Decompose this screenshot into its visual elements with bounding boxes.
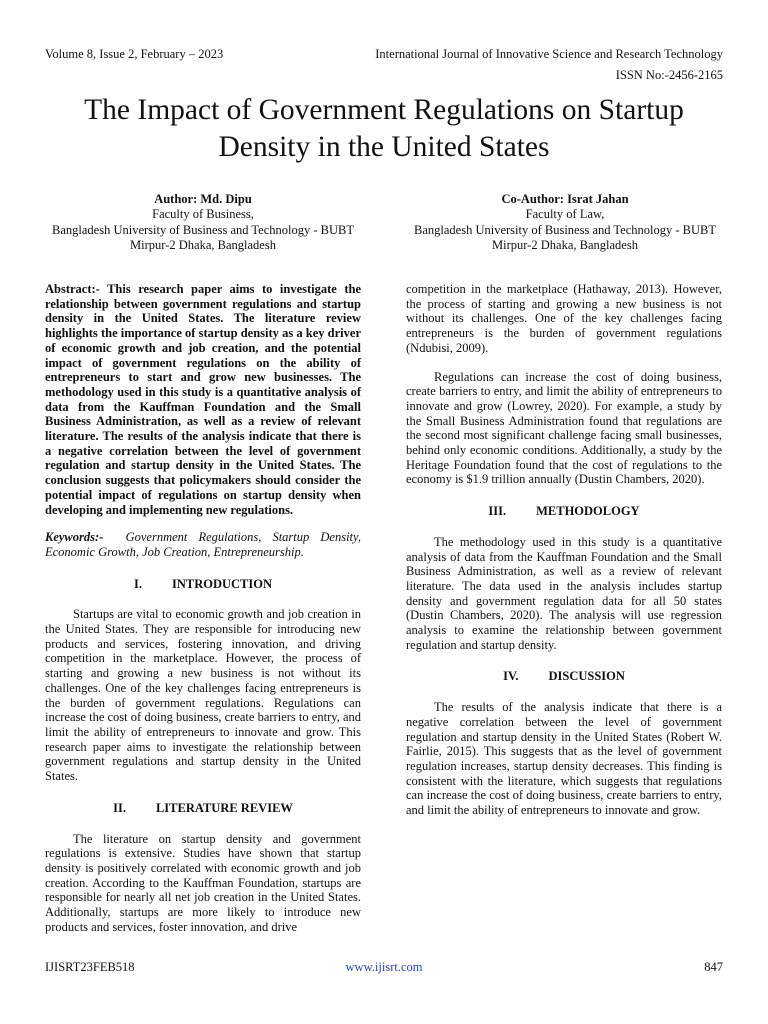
keywords-text: Government Regulations, Startup Density, Economic Growth, Job Creation, Entrepreneurship. xyxy=(45,530,362,559)
section-title: LITERATURE REVIEW xyxy=(155,800,293,815)
author-address: Mirpur-2 Dhaka, Bangladesh xyxy=(130,237,276,252)
coauthor-name: Co-Author: Israt Jahan xyxy=(501,192,629,206)
author-university: Bangladesh University of Business and Technology - BUBT xyxy=(52,222,354,237)
section-title: INTRODUCTION xyxy=(171,576,272,591)
paper-title: The Impact of Government Regulations on Startup Density in the United States xyxy=(84,94,684,163)
section-heading-introduction xyxy=(45,577,361,592)
author-name: Author: Md. Dipu xyxy=(154,192,252,206)
coauthor-university: Bangladesh University of Business and Technology - BUBT xyxy=(414,222,716,237)
footer-website-link[interactable]: www.ijisrt.com xyxy=(345,960,423,974)
section-number: IV. xyxy=(503,669,519,684)
author-block xyxy=(38,192,368,253)
header-journal: International Journal of Innovative Science and Research Technology xyxy=(375,47,723,61)
literature-paragraph-1: The literature on startup density and government regulations is extensive. Studies have shown that startup density is positively correlated with economic growth and job creation. According to the Kauffman Foundation, startups are responsible for nearly all net job creation in the United States. Additionally, startups are more likely to introduce new products and services, foster innovation, and drive xyxy=(45,831,361,934)
abstract: Abstract:- This research paper aims to investigate the relationship between government regulations and startup density in the United States. The literature review highlights the importance of startup density as a key driver of economic growth and job creation, and the potential impact of government regulations on the ability of entrepreneurs to start and grow new businesses. The methodology used in this study is a quantitative analysis of data from the Kauffman Foundation and the Small Business Administration, as well as a review of relevant literature. The results of the analysis indicate that there is a negative correlation between the level of government regulation and startup density in the United States. The conclusion suggests that policymakers should consider the potential impact of regulations on startup density when developing and implementing new regulations. xyxy=(45,282,361,517)
section-heading-discussion xyxy=(406,669,722,684)
literature-paragraph-2: Regulations can increase the cost of doing business, create barriers to entry, and limit the ability of entrepreneurs to innovate and grow (Lowrey, 2020). For example, a study by the Small Business Administration found that regulations are the second most significant challenge facing small businesses, behind only economic conditions. Additionally, a study by the Heritage Foundation found that the cost of regulations to the economy is $1.9 trillion annually (Dustin Chambers, 2020). xyxy=(406,369,722,487)
methodology-paragraph: The methodology used in this study is a quantitative analysis of data from the Kauffman Foundation and the Small Business Administration, as well as a review of relevant literature. The data used in the analysis includes startup density and government regulation data for all 50 states (Dustin Chambers, 2020). The analysis will use regression analysis to examine the relationship between government regulation and startup density. xyxy=(406,534,722,652)
coauthor-block xyxy=(400,192,730,253)
right-column xyxy=(406,282,722,818)
author-faculty: Faculty of Business, xyxy=(152,207,254,222)
footer-page-number: 847 xyxy=(704,960,723,974)
section-number: II. xyxy=(113,800,126,815)
header-volume: Volume 8, Issue 2, February – 2023 xyxy=(45,47,224,61)
literature-paragraph-1-continued: competition in the marketplace (Hathaway, 2013). However, the process of starting and growing a new business is not without its challenges. One of the key challenges facing entrepreneurs is the burden of government regulations (Ndubisi, 2009). xyxy=(406,282,722,355)
section-number: III. xyxy=(488,504,507,519)
keywords-label: Keywords:- xyxy=(45,530,104,545)
section-number: I. xyxy=(133,576,142,591)
left-column xyxy=(45,282,361,934)
section-title: DISCUSSION xyxy=(548,669,625,684)
section-heading-literature-review xyxy=(45,801,361,816)
footer-paper-code: IJISRT23FEB518 xyxy=(45,960,135,974)
introduction-paragraph: Startups are vital to economic growth and job creation in the United States. They are responsible for introducing new products and services, fostering innovation, and driving competition in the marketplace. However, the process of starting and growing a new business is not without its challenges. One of the key challenges facing entrepreneurs is the burden of government regulations. Regulations can increase the cost of doing business, create barriers to entry, and limit the ability of entrepreneurs to innovate and grow. This research paper aims to investigate the relationship between government regulations and startup density in the United States. xyxy=(45,607,361,784)
coauthor-faculty: Faculty of Law, xyxy=(525,207,605,222)
section-title: METHODOLOGY xyxy=(536,504,640,519)
header-issn: ISSN No:-2456-2165 xyxy=(615,68,723,82)
keywords xyxy=(45,530,361,559)
discussion-paragraph: The results of the analysis indicate that there is a negative correlation between the level of government regulation and startup density in the United States (Robert W. Fairlie, 2015). This suggests that as the level of government regulation increases, startup density decreases. This finding is consistent with the literature, which suggests that regulations can increase the cost of doing business, create barriers to entry, and limit the ability of entrepreneurs to innovate and grow. xyxy=(406,700,722,818)
section-heading-methodology xyxy=(406,504,722,519)
coauthor-address: Mirpur-2 Dhaka, Bangladesh xyxy=(492,237,638,252)
